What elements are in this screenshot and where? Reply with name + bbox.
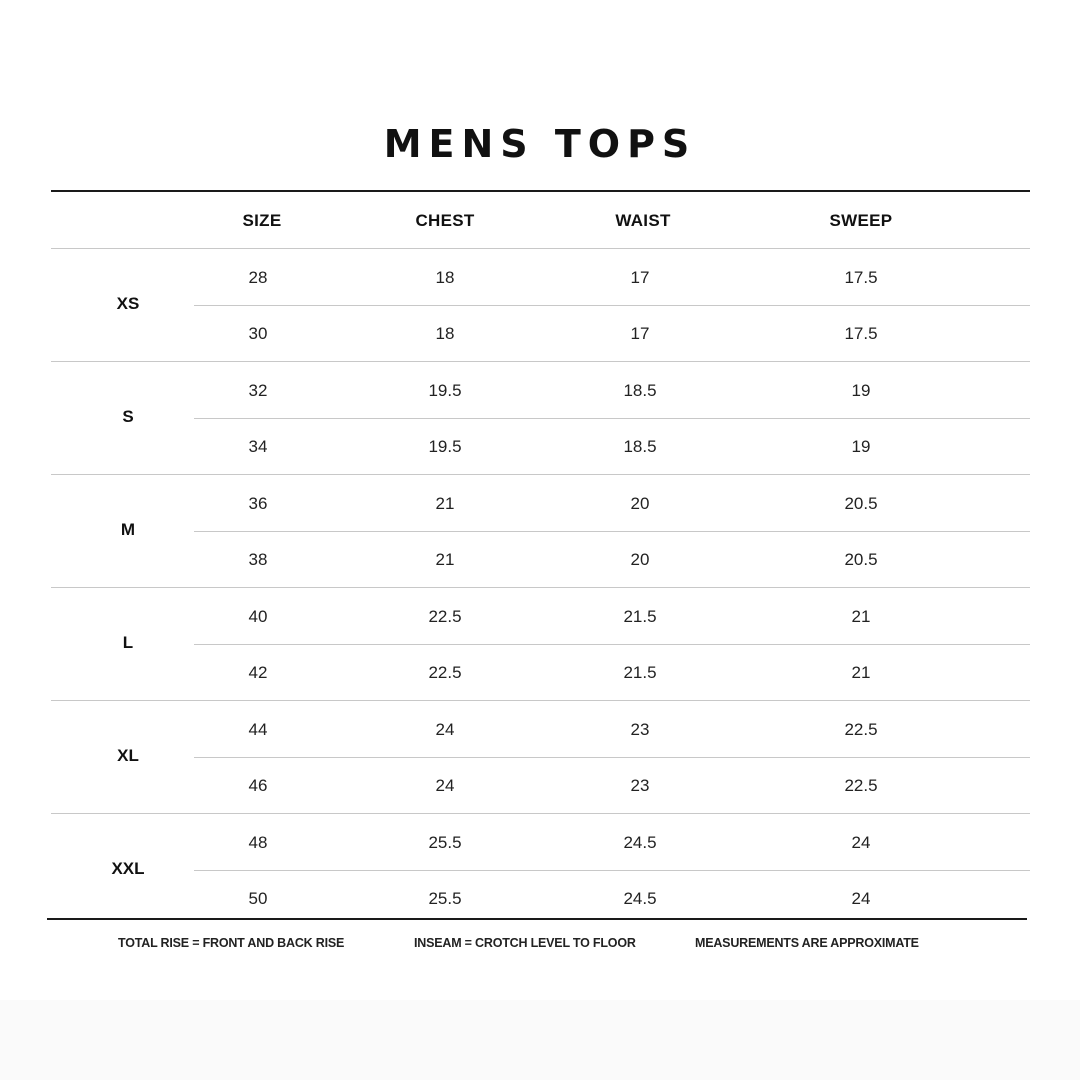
cell-sweep: 19	[851, 437, 871, 456]
cell-size: 38	[248, 550, 268, 569]
cell-size: 40	[248, 607, 268, 626]
table-row	[194, 757, 1030, 813]
table-row	[194, 701, 1030, 758]
cell-chest: 19.5	[428, 381, 462, 400]
cell-size: 36	[248, 494, 268, 513]
cell-size: 44	[248, 720, 268, 739]
size-chart-table	[51, 190, 1030, 926]
footnote-inseam: INSEAM = CROTCH LEVEL TO FLOOR	[414, 936, 636, 950]
cell-sweep: 20.5	[844, 550, 878, 569]
cell-sweep: 22.5	[844, 776, 878, 795]
cell-sweep: 21	[851, 607, 871, 626]
cell-chest: 19.5	[428, 437, 462, 456]
group-label: M	[120, 520, 136, 539]
page-title: MENS TOPS	[383, 122, 697, 166]
size-group-m	[51, 475, 1030, 588]
cell-chest: 22.5	[428, 663, 462, 682]
cell-waist: 24.5	[623, 833, 657, 852]
page-bottom-band	[0, 1000, 1080, 1080]
table-bottom-rule	[47, 918, 1027, 920]
cell-chest: 18	[435, 324, 455, 343]
cell-size: 32	[248, 381, 268, 400]
cell-waist: 20	[630, 494, 650, 513]
cell-sweep: 21	[851, 663, 871, 682]
header-waist: WAIST	[615, 211, 671, 230]
table-row	[194, 531, 1030, 587]
cell-size: 48	[248, 833, 268, 852]
table-row	[194, 814, 1030, 871]
cell-sweep: 19	[851, 381, 871, 400]
group-label: XXL	[111, 859, 145, 878]
header-chest: CHEST	[415, 211, 475, 230]
cell-waist: 20	[630, 550, 650, 569]
size-group-s	[51, 362, 1030, 475]
table-row	[194, 418, 1030, 474]
size-group-xs	[51, 249, 1030, 362]
cell-size: 30	[248, 324, 268, 343]
header-size: SIZE	[242, 211, 282, 230]
cell-chest: 21	[435, 494, 455, 513]
cell-sweep: 20.5	[844, 494, 878, 513]
size-group-l	[51, 588, 1030, 701]
table-row	[194, 588, 1030, 645]
cell-chest: 24	[435, 776, 455, 795]
table-row	[194, 305, 1030, 361]
cell-size: 42	[248, 663, 268, 682]
size-group-xxl	[51, 814, 1030, 926]
cell-chest: 24	[435, 720, 455, 739]
cell-size: 46	[248, 776, 268, 795]
group-label: XL	[117, 746, 139, 765]
cell-size: 50	[248, 889, 268, 908]
cell-size: 34	[248, 437, 268, 456]
cell-waist: 17	[630, 324, 650, 343]
cell-chest: 18	[435, 268, 455, 287]
table-row	[194, 644, 1030, 700]
cell-waist: 17	[630, 268, 650, 287]
group-label: XS	[116, 294, 140, 313]
cell-sweep: 24	[851, 889, 871, 908]
header-sweep: SWEEP	[829, 211, 893, 230]
cell-chest: 25.5	[428, 833, 462, 852]
footnote-approximate: MEASUREMENTS ARE APPROXIMATE	[695, 936, 919, 950]
group-label: S	[122, 407, 134, 426]
cell-waist: 18.5	[623, 381, 657, 400]
table-row	[194, 249, 1030, 306]
cell-sweep: 24	[851, 833, 871, 852]
cell-chest: 25.5	[428, 889, 462, 908]
cell-size: 28	[248, 268, 268, 287]
cell-sweep: 17.5	[844, 268, 878, 287]
cell-chest: 22.5	[428, 607, 462, 626]
footnote-total-rise: TOTAL RISE = FRONT AND BACK RISE	[118, 936, 345, 950]
cell-waist: 23	[630, 720, 650, 739]
table-row	[194, 362, 1030, 419]
cell-waist: 21.5	[623, 607, 657, 626]
cell-sweep: 17.5	[844, 324, 878, 343]
cell-chest: 21	[435, 550, 455, 569]
table-row	[194, 475, 1030, 532]
cell-waist: 24.5	[623, 889, 657, 908]
group-label: L	[122, 633, 134, 652]
table-header-row	[51, 192, 1030, 249]
cell-sweep: 22.5	[844, 720, 878, 739]
cell-waist: 23	[630, 776, 650, 795]
cell-waist: 18.5	[623, 437, 657, 456]
cell-waist: 21.5	[623, 663, 657, 682]
size-group-xl	[51, 701, 1030, 814]
